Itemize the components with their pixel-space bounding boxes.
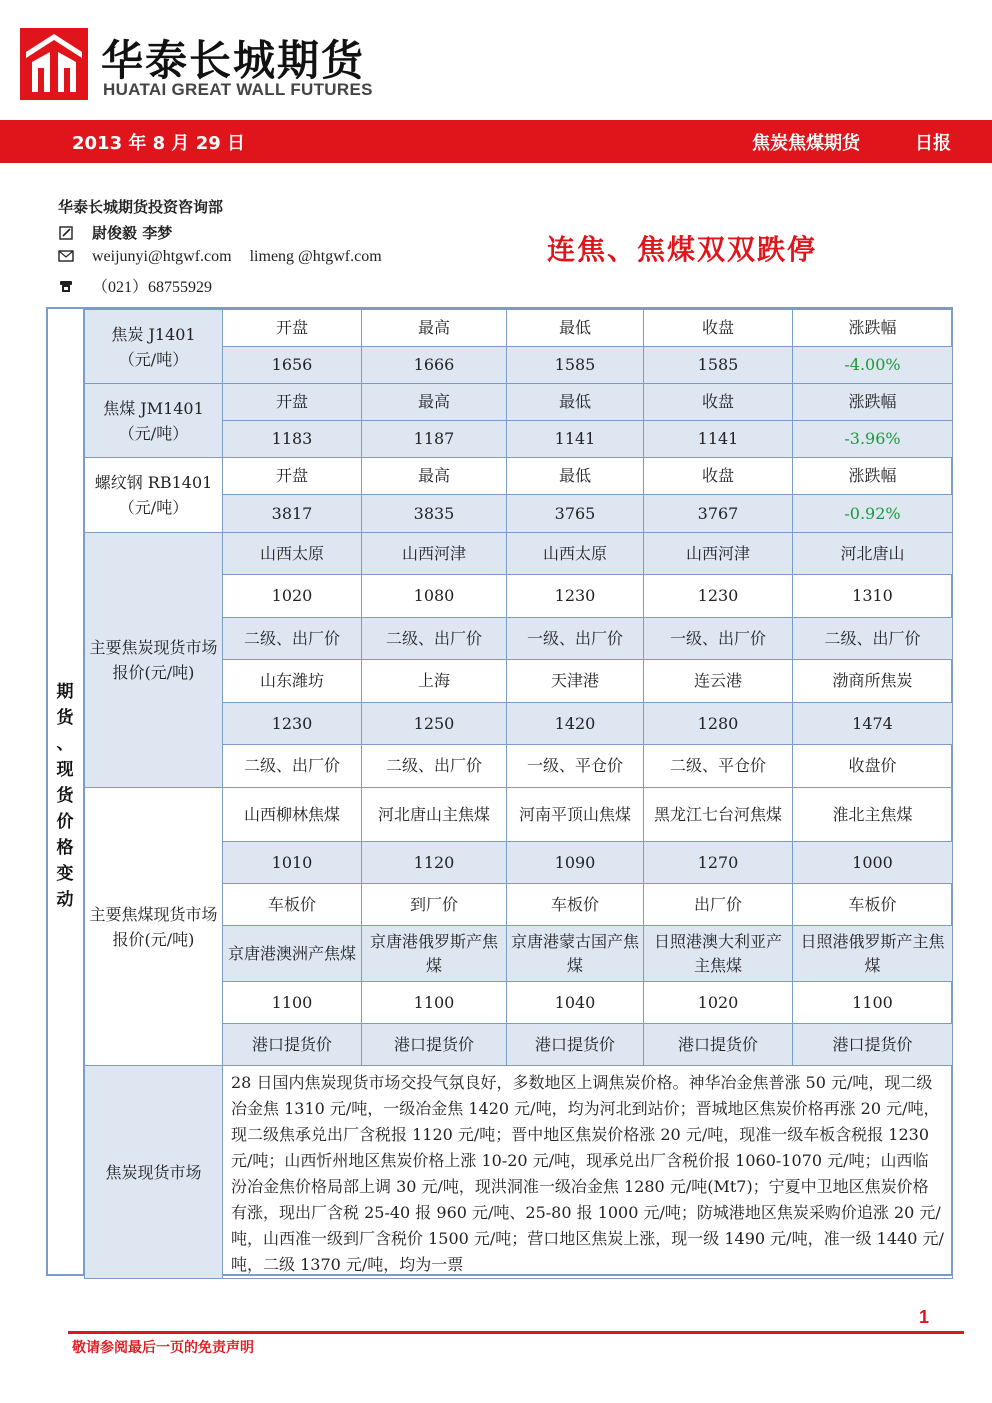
futures-value: 1585: [644, 347, 793, 384]
coke-spot-cell: 二级、出厂价: [223, 618, 362, 660]
company-logo: [20, 28, 88, 100]
futures-header: 涨跌幅: [793, 310, 953, 347]
coke-spot-cell: 1420: [507, 703, 644, 745]
side-label-column: [46, 309, 84, 1274]
coal-spot-cell: 京唐港蒙古国产焦煤: [507, 926, 644, 982]
coke-spot-cell: 山西河津: [644, 533, 793, 575]
coal-spot-cell: 港口提货价: [362, 1024, 507, 1066]
futures-value: 1187: [362, 421, 507, 458]
coal-spot-cell: 1100: [793, 982, 953, 1024]
futures-value: 3835: [362, 495, 507, 533]
coal-spot-cell: 1120: [362, 842, 507, 884]
futures-value: 1183: [223, 421, 362, 458]
coke-spot-cell: 上海: [362, 660, 507, 703]
coke-spot-cell: 二级、出厂价: [793, 618, 953, 660]
phone-icon: [58, 279, 74, 293]
report-type: 日报: [915, 133, 951, 154]
email-2[interactable]: limeng @htgwf.com: [249, 248, 382, 265]
futures-change: -0.92%: [793, 495, 953, 533]
coal-spot-cell: 1100: [362, 982, 507, 1024]
coal-spot-cell: 京唐港俄罗斯产焦煤: [362, 926, 507, 982]
futures-header: 开盘: [223, 310, 362, 347]
futures-header: 最低: [507, 310, 644, 347]
coke-market-text: 28 日国内焦炭现货市场交投气氛良好，多数地区上调焦炭价格。神华冶金焦普涨 50 元/吨，现二级冶金焦 1310 元/吨，一级冶金焦 1420 元/吨，均为河北到站价；晋城地区焦炭价格再涨 20 元/吨，现二级焦承兑出厂含税报 1120 元/吨；晋中地区焦炭价格涨 20 元/吨，现准一级车板含税报 1230 元/吨；山西忻州地区焦炭价格上涨 10-20 元/吨，现承兑出厂含税价报 1060-1070 元/吨；山西临汾冶金焦价格局部上调 30 元/吨，现洪洞准一级冶金焦 1280 元/吨(Mt7)；宁夏中卫地区焦炭价格有涨，现出厂含税 25-40 报 960 元/吨、25-80 报 1000 元/吨；防城港地区焦炭采购价追涨 20 元/吨，山西准一级到厂含税价 1500 元/吨；营口地区焦炭上涨，现一级 1490 元/吨，准一级 1440 元/吨，二级 1370 元/吨，均为一票: [223, 1066, 953, 1279]
coke-spot-cell: 1020: [223, 575, 362, 618]
department: 华泰长城期货投资咨询部: [58, 198, 224, 216]
disclaimer-note: 敬请参阅最后一页的免责声明: [72, 1340, 254, 1356]
coal-spot-cell: 黑龙江七台河焦煤: [644, 788, 793, 842]
coal-spot-cell: 1040: [507, 982, 644, 1024]
coal-spot-cell: 1100: [223, 982, 362, 1024]
coke-spot-cell: 1280: [644, 703, 793, 745]
futures-header: 涨跌幅: [793, 458, 953, 495]
headline: 连焦、焦煤双双跌停: [547, 233, 818, 266]
coal-spot-cell: 1090: [507, 842, 644, 884]
coke-spot-cell: 1080: [362, 575, 507, 618]
futures-value: 1656: [223, 347, 362, 384]
coal-spot-cell: 港口提货价: [793, 1024, 953, 1066]
coal-spot-cell: 港口提货价: [223, 1024, 362, 1066]
coal-spot-cell: 河南平顶山焦煤: [507, 788, 644, 842]
coke-spot-cell: 二级、平仓价: [644, 745, 793, 788]
futures-value: 1666: [362, 347, 507, 384]
coke-spot-cell: 1474: [793, 703, 953, 745]
coal-spot-cell: 车板价: [507, 884, 644, 926]
coke-spot-label: 主要焦炭现货市场报价(元/吨): [85, 533, 223, 788]
futures-header: 最低: [507, 458, 644, 495]
coal-spot-cell: 山西柳林焦煤: [223, 788, 362, 842]
authors: 尉俊毅 李梦: [92, 224, 173, 242]
coal-spot-cell: 港口提货价: [644, 1024, 793, 1066]
edit-icon: [58, 226, 74, 240]
coke-spot-cell: 1230: [223, 703, 362, 745]
futures-header: 开盘: [223, 458, 362, 495]
coal-spot-cell: 淮北主焦煤: [793, 788, 953, 842]
futures-change: -3.96%: [793, 421, 953, 458]
authors-row: [58, 222, 172, 243]
coke-spot-cell: 山东潍坊: [223, 660, 362, 703]
coke-spot-cell: 一级、平仓价: [507, 745, 644, 788]
coal-spot-cell: 1270: [644, 842, 793, 884]
futures-value: 1141: [507, 421, 644, 458]
coal-spot-cell: 京唐港澳洲产焦煤: [223, 926, 362, 982]
coal-spot-cell: 出厂价: [644, 884, 793, 926]
futures-value: 3767: [644, 495, 793, 533]
coal-spot-cell: 日照港俄罗斯产主焦煤: [793, 926, 953, 982]
futures-header: 收盘: [644, 384, 793, 421]
report-title: 焦炭焦煤期货: [752, 133, 860, 154]
coal-spot-cell: 车板价: [793, 884, 953, 926]
futures-header: 收盘: [644, 310, 793, 347]
coke-spot-cell: 1310: [793, 575, 953, 618]
futures-header: 最高: [362, 458, 507, 495]
phone-row: [58, 274, 212, 297]
coal-spot-cell: 1020: [644, 982, 793, 1024]
futures-value: 3817: [223, 495, 362, 533]
coal-spot-cell: 到厂价: [362, 884, 507, 926]
side-label: 期 货 、 现 货 价 格 变 动: [56, 682, 74, 910]
coal-spot-cell: 1000: [793, 842, 953, 884]
mail-icon: [58, 250, 74, 264]
coke-spot-cell: 天津港: [507, 660, 644, 703]
futures-header: 涨跌幅: [793, 384, 953, 421]
coke-spot-cell: 二级、出厂价: [362, 745, 507, 788]
futures-header: 开盘: [223, 384, 362, 421]
futures-header: 最高: [362, 310, 507, 347]
price-table: [84, 309, 953, 1279]
report-date: 2013 年 8 月 29 日: [72, 133, 246, 154]
emails-row: [58, 248, 382, 266]
futures-change: -4.00%: [793, 347, 953, 384]
futures-label-rb1401: 螺纹钢 RB1401 （元/吨）: [85, 458, 223, 533]
coke-spot-cell: 1250: [362, 703, 507, 745]
coal-spot-cell: 港口提货价: [507, 1024, 644, 1066]
coke-spot-cell: 河北唐山: [793, 533, 953, 575]
coke-spot-cell: 山西太原: [507, 533, 644, 575]
email-1[interactable]: weijunyi@htgwf.com: [92, 248, 232, 265]
coke-spot-cell: 连云港: [644, 660, 793, 703]
footer-divider: [68, 1331, 964, 1334]
coal-spot-cell: 1010: [223, 842, 362, 884]
futures-value: 3765: [507, 495, 644, 533]
brand-name-en: HUATAI GREAT WALL FUTURES: [103, 80, 373, 99]
coke-market-label: 焦炭现货市场: [85, 1066, 223, 1279]
coal-spot-cell: 河北唐山主焦煤: [362, 788, 507, 842]
coke-spot-cell: 山西河津: [362, 533, 507, 575]
brand-name-cn: 华泰长城期货: [101, 36, 366, 85]
futures-label-j1401: 焦炭 J1401 （元/吨）: [85, 310, 223, 384]
coke-spot-cell: 收盘价: [793, 745, 953, 788]
coke-spot-cell: 1230: [644, 575, 793, 618]
futures-value: 1141: [644, 421, 793, 458]
futures-value: 1585: [507, 347, 644, 384]
futures-header: 最高: [362, 384, 507, 421]
coal-spot-cell: 日照港澳大利亚产主焦煤: [644, 926, 793, 982]
phone-number: （021）68755929: [92, 279, 213, 296]
coke-spot-cell: 二级、出厂价: [362, 618, 507, 660]
coke-spot-cell: 渤商所焦炭: [793, 660, 953, 703]
futures-header: 收盘: [644, 458, 793, 495]
futures-label-jm1401: 焦煤 JM1401 （元/吨）: [85, 384, 223, 458]
coal-spot-label: 主要焦煤现货市场报价(元/吨): [85, 788, 223, 1066]
coke-spot-cell: 山西太原: [223, 533, 362, 575]
page-number: 1: [919, 1307, 930, 1327]
coke-spot-cell: 一级、出厂价: [507, 618, 644, 660]
header-bar: [0, 120, 992, 163]
futures-header: 最低: [507, 384, 644, 421]
coke-spot-cell: 一级、出厂价: [644, 618, 793, 660]
coke-spot-cell: 1230: [507, 575, 644, 618]
coke-spot-cell: 二级、出厂价: [223, 745, 362, 788]
coal-spot-cell: 车板价: [223, 884, 362, 926]
